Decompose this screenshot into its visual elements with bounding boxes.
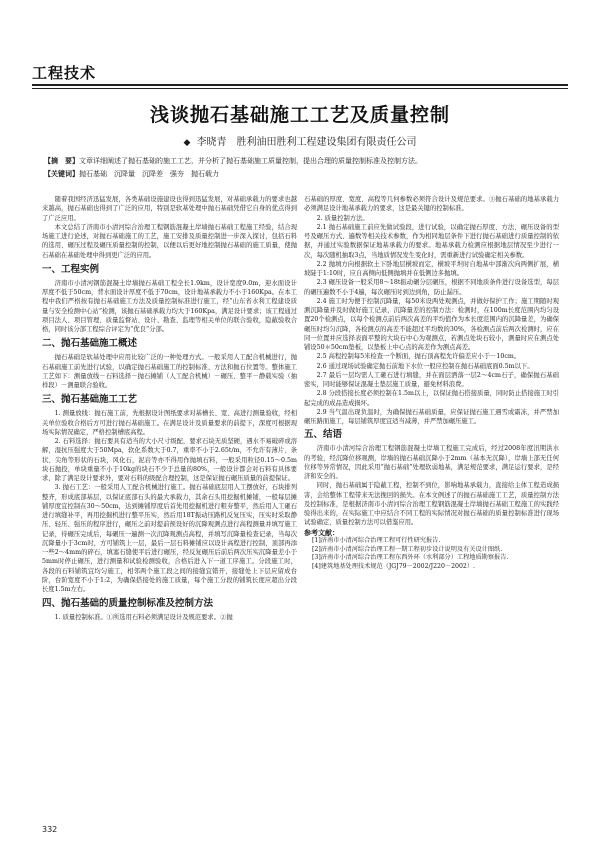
paragraph: 3. 抛石工艺：一般采用人工配合机械进行施工。抛石基础底层用人工摆放好，石块排列整齐，形成底部基层，以保证底部石头的最大承载力，其余石头用挖掘机摊铺，一般每层摊铺厚度宜控制在30～50cm，达到摊铺厚度后首先用挖掘机进行粗夯整平，然后用人工砸石进行填缝补平，再用挖掘机进行整平压实，然后用18T振动压路机反复压实，压实时采取静压、轻压、强压的程序进行，碾压之前对提前预设好的沉降观测点进行高程测量并填写施工记录，待碾压完成后，每碾压一遍测一次沉降观测点高程，并填写沉降量检查记录，当每次沉降量小于3cm时，方可铺筑上一层，最后一层石料摊铺应以设计高程进行控制，顶部再添一些2～4mm的碎石，填塞石缝使平后进行碾压，经反复碾压后前后两次压实沉降量差小于5mm时停止碾压，进行测量和试验检测验收，合格后进入下一道工序施工。分段施工时，各段的石料铺筑宜均匀施工，相邻两个施工段之间的接缝宜错开，接缝处上下层应留成台阶，台阶宽度不小于1:2，为确保搭接处的施工质量，每个施工分段的铺筑长度应超出分段长度1.5m左右。 xyxy=(42,484,297,593)
paragraph: 1. 质量控制标准。①所选用石料必须满足设计及规范要求。②抛 xyxy=(54,614,233,622)
abstract xyxy=(44,156,556,166)
references-title: 参考文献： xyxy=(304,527,339,537)
paragraph: 本文总结了济南市小清河综合治理工程钢筋混凝土岸墙抛石基础工程施工经验，结合现场施工进行论述，对抛石基础施工的工艺，施工安排及质量控制进一步深入探讨，包括石料的选用、碾压过程及碾压质量控制的控制，以便以后更好地控制抛石基础的施工质量，使抛石基础在基础处理中得到更广泛的应用。 xyxy=(42,223,297,259)
paragraph: 2.8 分段搭接长度必须控制在1.5m以上，以保证抛石搭接质量，同时防止搭接施工时引起完成的成品造成损坏。 xyxy=(304,390,559,407)
left-column xyxy=(42,195,297,790)
paragraph: 抛石基础是软基处理中应用比较广泛的一种处理方式。一般采用人工配合机械进行，抛石基础施工前先进行试验，以确定抛石基础施工的控制标准、方法和抛石位置等。整体施工工艺如下：测量放线－石料选择－抛石摊铺（人工配合机械）－碾压、整平－静载实验（抽样段）－测量联合验收。 xyxy=(42,354,297,389)
article-title: 浅谈抛石基础施工工艺及质量控制 xyxy=(149,104,450,126)
keywords-text: 抛石基础 沉降量 沉降差 强夯 抛石载力 xyxy=(79,170,219,178)
paragraph: 石基础的厚度、宽度、高程等几何参数必须符合设计及规范要求。③抛石基础的地基承载力必须满足设计地基承载力的要求，这是最关键的控制标准。 xyxy=(304,196,559,213)
paragraph: 同时，抛石基础属于隐蔽工程，控制不到位，影响地基承载力，直接给主体工程造成损害，会给整体工程带来无法挽回的损失。在本文例述了的抛石基础施工工艺，质量控制方法及控制标准，是根据济南市小清河综合治理工程钢筋混凝土岸墙抛石基础工程施工的实践经验得出来的，在实际施工中应结合不同工程的实际情况对抛石基础的质量控制标准进行现场试验确定，质量控制方法可以借鉴应用。 xyxy=(304,482,559,527)
paragraph: 济南市小清河钢筋混凝土岸墙抛石基础工程全长1.9km，设计宽度9.0m，迎水面设计厚度不低于50cm，背水面设计厚度不低于70cm，设计地基承载力不小于160Kpa。在本工程中我们严格按有抛石基础施工方法及质量控制标准进行施工，经“山东省水利工程建设质量与安全检测中心站”检测，该抛石基础承载力均大于160Kpa，满足设计要求；该工程通过项目法人、项目管理、质量监督站、设计、勘查、监理等相关单位的联合验收，隐蔽验收合格，同时该分部工程综合评定为“优良”分部。 xyxy=(42,279,297,333)
header-rule xyxy=(32,84,568,86)
section-heading: 二、抛石基础施工概述 xyxy=(42,338,138,350)
keywords xyxy=(44,169,556,179)
abstract-label: 【摘 要】 xyxy=(44,156,79,165)
paragraph: 2.6 通过现场试验确定抛石前地下水位一般应控制在抛石基础底面0.5m以下。 xyxy=(316,362,534,370)
keywords-label: 【关键词】 xyxy=(44,169,79,178)
section-heading: 四、抛石基础的质量控制标准及控制方法 xyxy=(42,598,214,610)
author-line xyxy=(0,133,600,148)
reference-item: [1]济南市小清河综合治理工程可行性研究报告. xyxy=(312,536,441,544)
paragraph: 随着我国经济迅猛发展，各类基础设施建设也得到迅猛发展，对基础承载力的要求也越来越高，抛石基础也得到了广泛的应用，特别是软基处理中抛石基础凭借它自身的优点得到了广泛应用。 xyxy=(42,196,297,222)
header-rule-thin xyxy=(32,88,568,89)
diamond-bullet-icon: ◆ xyxy=(183,138,191,148)
paragraph: 2.2 抛填方向根据软土下卧地层横坡而定，横坡平坦时自地基中部渐次向两侧扩展，横坡陡于1:10时，应自高侧向低侧抛填并在低侧边多抛填。 xyxy=(304,260,559,277)
paragraph: 2. 石料选择：抛石要具有适当的大小尺寸级配，要求石块无质坚硬，遇水不易破碎或溶解，湿抗压强度大于50Mpa，软化系数大于0.7，重率不小于2.65t/m，不允许有薄片、条状、尖角等形状的石块，风化石，泥岩等亦不得用作抛填石料，一般采用粒径0.15～0.5m块石抛投，单块重量不小于10kg的块石不少于总量的80%，一般设计都会对石料有具体要求，除了满足设计要求外，要对石料的级配合理控制，这是保证抛石碾压质量的前提保证。 xyxy=(42,438,297,482)
page-number: 332 xyxy=(42,825,58,834)
section-header: 工程技术 xyxy=(32,64,97,82)
section-heading: 五、结语 xyxy=(304,429,343,441)
paragraph: 济南市小清河综合治理工程钢筋混凝土岸墙工程施工完成后，经过2008年度汛期洪水的考验，经沉降位移观测，岸墙的抛石基础沉降小于2mm（基本无沉降），岸墙上部无任何位移等异常情况，因此采用“抛石基础”处理软弱地基，满足规范要求，满足运行要求，是经济和安全的。 xyxy=(304,445,559,480)
paragraph: 2.1 抛石基础施工前应先做试验段，进行试验，以确定抛石厚度、方法、碾压设备的型号及碾压方式、遍数等相关技术参数，作为相同地层条件下进行抛石基础进行质量控制的依据，并通过实验数据保证地基承载力的要求。地基承载力检测应根据地层情况至少进行一次，每次随机抽取3点，当地质情况发生变化时，需重新进行试验确定相关参数。 xyxy=(304,223,559,259)
section-heading: 三、抛石基础施工工艺 xyxy=(42,394,138,406)
author-affiliation: 胜利油田胜利工程建设集团有限责任公司 xyxy=(236,137,417,148)
reference-item: [3]济南市小清河综合治理工程东西外环（水利部分）工程地质勘察报告. xyxy=(312,554,509,562)
abstract-text: 文章详细阐述了抛石基础的施工工艺，并分析了抛石基础施工质量控制，提出合理的质量控制标准及控制方法。 xyxy=(79,157,422,165)
author-name: 李晓青 xyxy=(196,137,227,148)
section-heading: 一、工程实例 xyxy=(42,263,100,275)
reference-item: [2]济南市小清河综合治理工程一期工程初步设计说明及有关设计图纸. xyxy=(312,545,503,553)
paragraph: 2.4 施工时为便于控制沉降量，每50米设两处观测点，并做好保护工作；施工期随时观测沉降量并及时做好施工记录，沉降量差的控制方法：检测时，在100m长度范围内均匀设置20个检测点，以每个检测点前后两次高差的平均值作为本长度范围内的沉降量差，为确保碾压时均匀沉降，各检测点的高差不能超过平均数的30%，各检测点前后两次检测时，应在同一位置并应选择表面平整的大块石中心为观测点，若测点处块石较小，测量时应在测点处铺设50＊50cm垫板，以垫板上中心点的高差作为测点高差。 xyxy=(304,297,559,351)
paragraph: 2.7 最后一层均需人工砸石进行填缝，并在面层洒落一层2～4cm石子，确保抛石基础密实，同时能够保证混凝土垫层施工质量，避免材料浪费。 xyxy=(304,371,559,388)
paragraph: 2.3 碾压设备一般采用8～18t振动碾分层碾压，根据不同地质条件进行设备选型，每层的碾压遍数不小于4遍，每次碾压时到边到角，防止漏压。 xyxy=(304,279,559,296)
right-column xyxy=(304,195,559,835)
paragraph: 1. 测量放线：抛石施工前，先根据设计图纸要求对基槽长、宽、高进行测量验收，经相关单位验收合格后方可进行抛石基础施工。在满足设计及质量要求的前提下，深度可根据现场实际情况确定，严格控制槽底高程。 xyxy=(42,410,297,436)
paragraph: 2.9 当气温出现负温时，为确保抛石基础质量，应保证抛石施工遇雪或霜冻，并严禁加碾压路面施工，每层铺筑厚度宜适当减薄，并严禁加碾压施工。 xyxy=(304,408,559,425)
reference-item: [4]建筑地基处理技术规范（JGJ79－2002/J220－2002）. xyxy=(312,563,476,571)
paragraph: 2. 质量控制方法。 xyxy=(316,214,369,222)
paragraph: 2.5 高程控制每5米检查一个断面，抛石顶高程允许偏差应小于－10cm。 xyxy=(316,353,521,361)
